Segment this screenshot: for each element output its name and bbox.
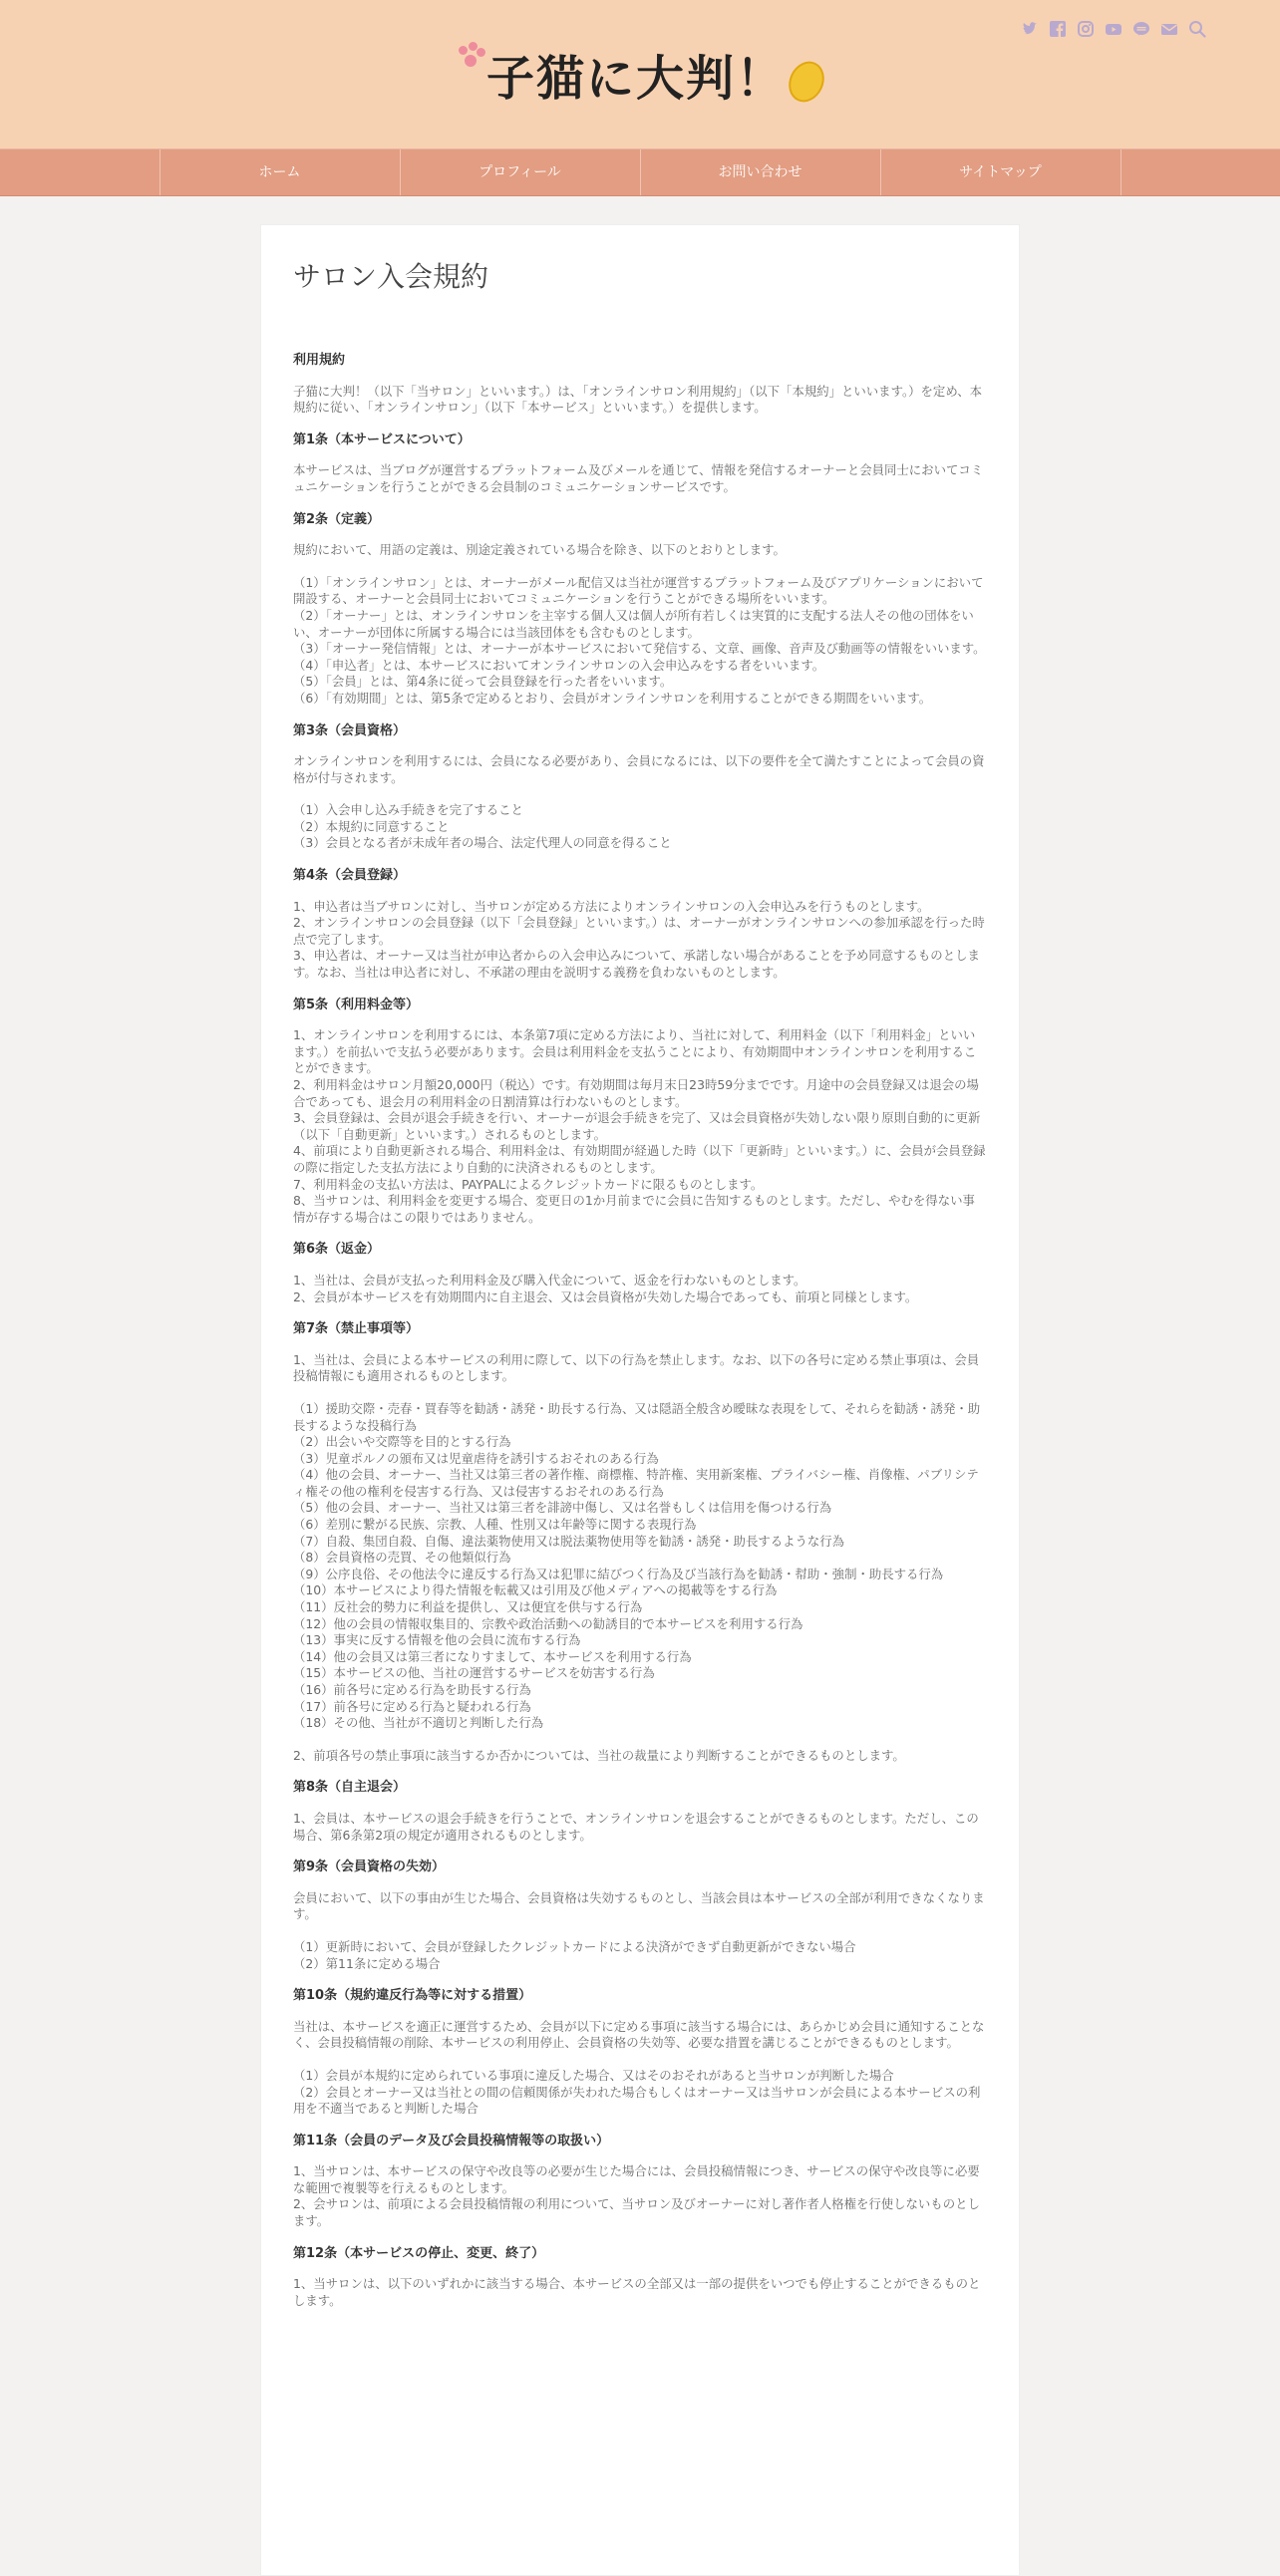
section-heading: 第9条（会員資格の失効） (293, 1860, 446, 1875)
section-paragraph: 1、当サロンは、以下のいずれかに該当する場合、本サービスの全部又は一部の提供をいつでも停止することができるものとします。 (293, 2276, 981, 2308)
article (260, 224, 1020, 2576)
section-heading: 第4条（会員登録） (293, 868, 407, 884)
youtube-icon[interactable] (1105, 20, 1122, 38)
sections-container (293, 432, 987, 2310)
social-icons (1021, 20, 1206, 38)
section-paragraph: 規約において、用語の定義は、別途定義されている場合を除き、以下のとおりとします。 (293, 542, 786, 558)
intro-heading: 利用規約 (293, 353, 346, 368)
mail-icon[interactable] (1160, 20, 1178, 38)
section-paragraph: （1）更新時において、会員が登録したクレジットカードによる決済ができず自動更新ができない場合 （2）第11条に定める場合 (293, 1938, 856, 1971)
nav-item-profile[interactable]: プロフィール (400, 149, 640, 195)
section-paragraph: （1）援助交際・売春・買春等を勧誘・誘発・助長する行為、又は隠語全般含め曖昧な表現をして、それらを勧誘・誘発・助長するような投稿行為 （2）出会いや交際等を目的とする行為 （3）児童ポルノの頒布又は児童虐待を誘引するおそれのある行為 （4）他の会員、オーナー、当社又は第三者の著作権、商標権、特許権、実用新案権、プライバシー権、肖像権、パブリシティ権その他の権利を侵害する行為、又は侵害するおそれのある行為 （5）他の会員、オーナー、当社又は第三者を誹謗中傷し、又は名誉もしくは信用を傷つける行為 （6）差別に繋がる民族、宗教、人種、性別又は年齢等に関する表現行為 （7）自殺、集団自殺、自傷、違法薬物使用又は脱法薬物使用等を勧誘・誘発・助長するような行為 （8）会員資格の売買、その他類似行為 （9）公序良俗、その他法令に違反する行為又は犯罪に結びつく行為及び当該行為を勧誘・幇助・強制・助長する行為 （10）本サービスにより得た情報を転載又は引用及び他メディアへの掲載等をする行為 （11）反社会的勢力に利益を提供し、又は便宜を供与する行為 （12）他の会員の情報収集目的、宗教や政治活動への勧誘目的で本サービスを利用する行為 （13）事実に反する情報を他の会員に流布する行為 （14）他の会員又は第三者になりすまして、本サービスを利用する行為 （15）本サービスの他、当社の運営するサービスを妨害する行為 （16）前各号に定める行為を助長する行為 （17）前各号に定める行為と疑われる行為 （18）その他、当社が不適切と判断した行為 (293, 1400, 981, 1731)
section-heading: 第11条（会員のデータ及び会員投稿情報等の取扱い） (293, 2133, 610, 2148)
section-heading: 第5条（利用料金等） (293, 997, 420, 1012)
page-title: サロン入会規約 (293, 260, 489, 293)
section-paragraph: 1、会員は、本サービスの退会手続きを行うことで、オンラインサロンを退会することができるものとします。ただし、この場合、第6条第2項の規定が適用されるものとします。 (293, 1810, 979, 1843)
section-paragraph: 2、前項各号の禁止事項に該当するか否かについては、当社の裁量により判断することができるものとします。 (293, 1747, 905, 1763)
section-heading: 第2条（定義） (293, 511, 381, 527)
section-heading: 第12条（本サービスの停止、変更、終了） (293, 2245, 545, 2261)
nav-item-contact[interactable]: お問い合わせ (640, 149, 880, 195)
line-icon[interactable] (1132, 20, 1150, 38)
section-paragraph: 当社は、本サービスを適正に運営するため、会員が以下に定める事項に該当する場合には、あらかじめ会員に通知することなく、会員投稿情報の削除、本サービスの利用停止、会員資格の失効等、必要な措置を講じることができるものとします。 (293, 2018, 985, 2051)
section-heading: 第6条（返金） (293, 1242, 381, 1258)
section-paragraph: 1、申込者は当ブサロンに対し、当サロンが定める方法によりオンラインサロンの入会申込みを行うものとします。 2、オンラインサロンの会員登録（以下「会員登録」といいます。）は、オーナーがオンラインサロンへの参加承認を行った時点で完了します。 3、申込者は、オーナー又は当社が申込者からの入会申込みについて、承諾しない場合があることを予め同意するものとします。なお、当社は申込者に対し、不承諾の理由を説明する義務を負わないものとします。 (293, 898, 985, 981)
nav-item-sitemap[interactable]: サイトマップ (880, 149, 1121, 195)
section-heading: 第10条（規約違反行為等に対する措置） (293, 1988, 532, 2004)
site-logo[interactable] (0, 40, 1280, 109)
paw-icon (457, 40, 484, 80)
section-heading: 第3条（会員資格） (293, 722, 407, 738)
coin-icon (783, 56, 831, 108)
section-paragraph: （1）入会申し込み手続きを完了すること （2）本規約に同意すること （3）会員となる者が未成年者の場合、法定代理人の同意を得ること (293, 802, 672, 851)
intro-paragraph: 子猫に大判！（以下「当サロン」といいます。）は、「オンラインサロン利用規約」（以下「本規約」といいます。）を定め、本規約に従い、「オンラインサロン」（以下「本サービス」といいます。）を提供します。 (293, 383, 983, 416)
section-paragraph: （1）会員が本規約に定められている事項に違反した場合、又はそのおそれがあると当サロンが判断した場合 （2）会員とオーナー又は当社との間の信頼関係が失われた場合もしくはオーナー又は当サロンが会員による本サービスの利用を不適当であると判断した場合 (293, 2067, 981, 2117)
section-paragraph: 1、オンラインサロンを利用するには、本条第7項に定める方法により、当社に対して、利用料金（以下「利用料金」といいます。）を前払いで支払う必要があります。会員は利用料金を支払うことにより、有効期間中オンラインサロンを利用することができます。 2、利用料金はサロン月額20,000円（税込）です。有効期間は毎月末日23時59分までです。月途中の会員登録又は退会の場合であっても、退会月の利用料金の日割清算は行わないものとします。 3、会員登録は、会員が退会手続きを行い、オーナーが退会手続きを完了、又は会員資格が失効しない限り原則自動的に更新（以下「自動更新」といいます。）されるものとします。 4、前項により自動更新される場合、利用料金は、有効期間が経過した時（以下「更新時」といいます。）に、会員が会員登録の際に指定した支払方法により自動的に決済されるものとします。 7、利用料金の支払い方法は、PAYPALによるクレジットカードに限るものとします。 8、当サロンは、利用料金を変更する場合、変更日の1か月前までに会員に告知するものとします。ただし、やむを得ない事情が存する場合はこの限りではありません。 (293, 1027, 986, 1225)
search-icon[interactable] (1188, 20, 1206, 38)
nav-item-home[interactable]: ホーム (160, 149, 400, 195)
section-paragraph: 1、当サロンは、本サービスの保守や改良等の必要が生じた場合には、会員投稿情報につき、サービスの保守や改良等に必要な範囲で複製等を行えるものとします。 2、会サロンは、前項による会員投稿情報の利用について、当サロン及びオーナーに対し著作者人格権を行使しないものとします。 (293, 2163, 980, 2229)
section-heading: 第1条（本サービスについて） (293, 431, 471, 447)
section-paragraph: 1、当社は、会員による本サービスの利用に際して、以下の行為を禁止します。なお、以下の各号に定める禁止事項は、会員投稿情報にも適用されるものとします。 (293, 1351, 980, 1384)
section-heading: 第7条（禁止事項等） (293, 1321, 420, 1337)
global-nav (0, 148, 1280, 196)
facebook-icon[interactable] (1049, 20, 1067, 38)
site-header (0, 0, 1280, 148)
section-paragraph: （1）「オンラインサロン」とは、オーナーがメール配信又は当社が運営するプラットフォーム及びアプリケーションにおいて開設する、オーナーと会員同士においてコミュニケーションを行うことができる場所をいいます。 （2）「オーナー」とは、オンラインサロンを主宰する個人又は個人が所有若しくは実質的に支配する法人その他の団体をいい、オーナーが団体に所属する場合には当該団体をも含むものとします。 （3）「オーナー発信情報」とは、オーナーが本サービスにおいて発信する、文章、画像、音声及び動画等の情報をいいます。 （4）「申込者」とは、本サービスにおいてオンラインサロンの入会申込みをする者をいいます。 （5）「会員」とは、第4条に従って会員登録を行った者をいいます。 （6）「有効期間」とは、第5条で定めるとおり、会員がオンラインサロンを利用することができる期間をいいます。 (293, 574, 986, 706)
twitter-icon[interactable] (1021, 20, 1039, 38)
section-heading: 第8条（自主退会） (293, 1780, 407, 1796)
site-logo-text: 子猫に大判！ (485, 51, 786, 107)
section-paragraph: 1、当社は、会員が支払った利用料金及び購入代金について、返金を行わないものとします。 2、会員が本サービスを有効期間内に自主退会、又は会員資格が失効した場合であっても、前項と同様とします。 (293, 1272, 918, 1304)
instagram-icon[interactable] (1077, 20, 1095, 38)
section-paragraph: 本サービスは、当ブログが運営するプラットフォーム及びメールを通じて、情報を発信するオーナーと会員同士においてコミュニケーションを行うことができる会員制のコミュニケーションサービスです。 (293, 462, 984, 494)
section-paragraph: 会員において、以下の事由が生じた場合、会員資格は失効するものとし、当該会員は本サービスの全部が利用できなくなります。 (293, 1889, 985, 1922)
section-paragraph: オンラインサロンを利用するには、会員になる必要があり、会員になるには、以下の要件を全て満たすことによって会員の資格が付与されます。 (293, 753, 985, 785)
article-body (293, 353, 987, 2309)
